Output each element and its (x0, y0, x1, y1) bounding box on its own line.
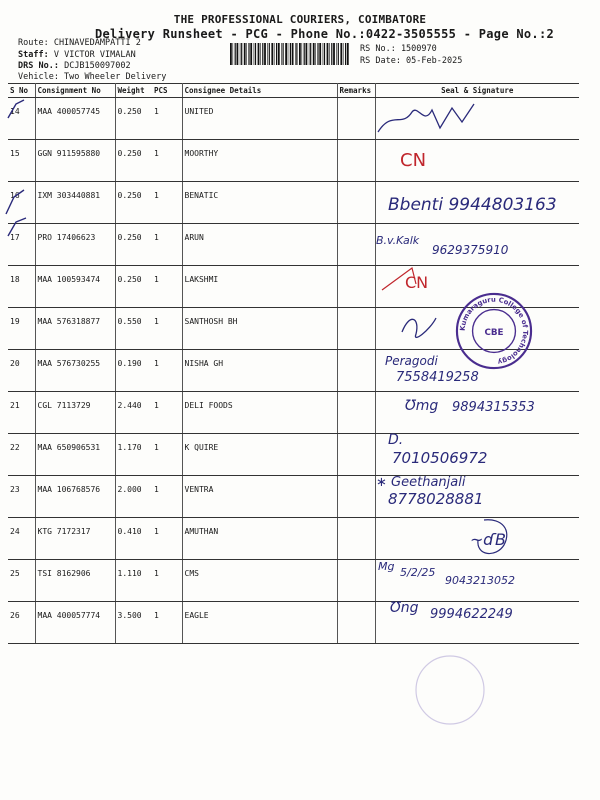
row-consignee: NISHA GH (182, 350, 337, 392)
row-sno: 15 (8, 140, 35, 182)
vehicle-label: Vehicle: Two Wheeler Delivery (18, 72, 167, 82)
row-pcs: 1 (152, 602, 182, 644)
handwriting-ventra-phone: 8778028881 (388, 490, 484, 508)
row-pcs: 1 (152, 434, 182, 476)
drs-label: DRS No.: (18, 61, 59, 71)
college-seal (455, 292, 533, 370)
row-weight: 0.190 (115, 350, 152, 392)
seal-center-text: CBE (484, 327, 504, 338)
row-weight: 0.250 (115, 182, 152, 224)
row-weight: 1.170 (115, 434, 152, 476)
row-weight: 0.250 (115, 140, 152, 182)
row-sno: 24 (8, 518, 35, 560)
handwriting-ventra-name: ∗ Geethanjali (376, 475, 466, 490)
row-sno: 22 (8, 434, 35, 476)
handwriting-nisha-name: Peragodi (385, 354, 438, 368)
row-weight: 0.550 (115, 308, 152, 350)
seal-text: Kumaraguru College of Technology (458, 295, 530, 367)
handwriting-nisha-phone: 7558419258 (396, 370, 479, 385)
col-pcs: PCS (152, 84, 182, 98)
handwriting-kquire-phone: 7010506972 (392, 449, 488, 467)
row-pcs: 1 (152, 98, 182, 140)
row-pcs: 1 (152, 224, 182, 266)
row-consignment: MAA 106768576 (35, 476, 115, 518)
row-weight: 1.110 (115, 560, 152, 602)
row-consignment: CGL 7113729 (35, 392, 115, 434)
row-weight: 0.410 (115, 518, 152, 560)
signature-scribble-24 (478, 520, 507, 554)
row-consignee: LAKSHMI (182, 266, 337, 308)
handwriting-kquire-name: D. (388, 432, 404, 448)
row-consignee: UNITED (182, 98, 337, 140)
row-pcs: 1 (152, 350, 182, 392)
handwriting-cms-sign: Mg (378, 560, 395, 573)
handwriting-deli-phone: 9894315353 (452, 400, 535, 415)
col-consignee: Consignee Details (182, 84, 337, 98)
company-title: THE PROFESSIONAL COURIERS, COIMBATORE (173, 13, 427, 26)
row-consignee: K QUIRE (182, 434, 337, 476)
row-weight: 2.440 (115, 392, 152, 434)
row-sno: 23 (8, 476, 35, 518)
row-pcs: 1 (152, 182, 182, 224)
row-consignment: PRO 17406623 (35, 224, 115, 266)
row-consignment: MAA 650906531 (35, 434, 115, 476)
row-weight: 0.250 (115, 98, 152, 140)
row-pcs: 1 (152, 518, 182, 560)
handwriting-amuthan-sign: ~ɗB (470, 530, 507, 549)
col-sno: S No (8, 84, 35, 98)
row-weight: 0.250 (115, 224, 152, 266)
col-consignment: Consignment No (35, 84, 115, 98)
row-consignee: AMUTHAN (182, 518, 337, 560)
row-pcs: 1 (152, 392, 182, 434)
handwriting-arun: B.v.Kalk (376, 234, 420, 247)
row-sno: 16 (8, 182, 35, 224)
handwriting-eagle-sign: Ʊng (390, 600, 419, 616)
row-sno: 21 (8, 392, 35, 434)
row-pcs: 1 (152, 476, 182, 518)
row-consignment: MAA 400057774 (35, 602, 115, 644)
row-consignment: MAA 400057745 (35, 98, 115, 140)
staff-value: V VICTOR VIMALAN (53, 50, 136, 60)
row-consignee: DELI FOODS (182, 392, 337, 434)
faint-stamp-bottom (416, 656, 484, 724)
row-consignment: KTG 7172317 (35, 518, 115, 560)
row-pcs: 1 (152, 140, 182, 182)
row-sno: 19 (8, 308, 35, 350)
row-sno: 17 (8, 224, 35, 266)
row-consignment: TSI 8162906 (35, 560, 115, 602)
signature-scribble-14 (378, 104, 474, 132)
runsheet-subtitle: Delivery Runsheet - PCG - Phone No.:0422-3505555 - Page No.:2 (95, 27, 555, 41)
row-consignment: MAA 576730255 (35, 350, 115, 392)
row-consignment: GGN 911595880 (35, 140, 115, 182)
handwriting-eagle-phone: 9994622249 (430, 607, 513, 622)
route-label: Route: CHINAVEDAMPATTI 2 (18, 38, 141, 48)
handwriting-arun-phone: 9629375910 (432, 243, 509, 257)
row-consignee: ARUN (182, 224, 337, 266)
row-sno: 26 (8, 602, 35, 644)
row-consignee: MOORTHY (182, 140, 337, 182)
col-weight: Weight (115, 84, 152, 98)
signature-scribble-19 (402, 318, 436, 337)
row-weight: 3.500 (115, 602, 152, 644)
handwriting-benatic: Bbenti 9944803163 (388, 195, 557, 215)
row-consignment: MAA 100593474 (35, 266, 115, 308)
rs-date: RS Date: 05-Feb-2025 (360, 56, 463, 66)
tick-mark-14 (8, 100, 24, 118)
drs-value: DCJB150097002 (64, 61, 131, 71)
cn-mark-18: CN (405, 273, 429, 292)
row-pcs: 1 (152, 266, 182, 308)
handwriting-cms-date: 5/2/25 (400, 566, 436, 579)
handwriting-cms-phone: 9043213052 (445, 574, 515, 587)
row-sno: 18 (8, 266, 35, 308)
row-consignee: EAGLE (182, 602, 337, 644)
staff-label: Staff: (18, 50, 49, 60)
row-sno: 14 (8, 98, 35, 140)
row-weight: 0.250 (115, 266, 152, 308)
tick-mark-17 (8, 218, 26, 236)
arrow-mark-18 (382, 268, 416, 290)
rs-number: RS No.: 1500970 (360, 44, 437, 54)
handwriting-deli-sign: Ʊmg (405, 398, 439, 414)
row-consignee: CMS (182, 560, 337, 602)
col-signature: Seal & Signature (375, 84, 579, 98)
row-consignee: VENTRA (182, 476, 337, 518)
col-remarks: Remarks (337, 84, 375, 98)
row-pcs: 1 (152, 560, 182, 602)
row-consignee: BENATIC (182, 182, 337, 224)
cn-mark-15: CN (400, 150, 427, 171)
row-consignment: IXM 303440881 (35, 182, 115, 224)
row-consignee: SANTHOSH BH (182, 308, 337, 350)
row-consignment: MAA 576318877 (35, 308, 115, 350)
tick-mark-16 (6, 190, 24, 214)
row-weight: 2.000 (115, 476, 152, 518)
row-sno: 25 (8, 560, 35, 602)
row-pcs: 1 (152, 308, 182, 350)
row-sno: 20 (8, 350, 35, 392)
